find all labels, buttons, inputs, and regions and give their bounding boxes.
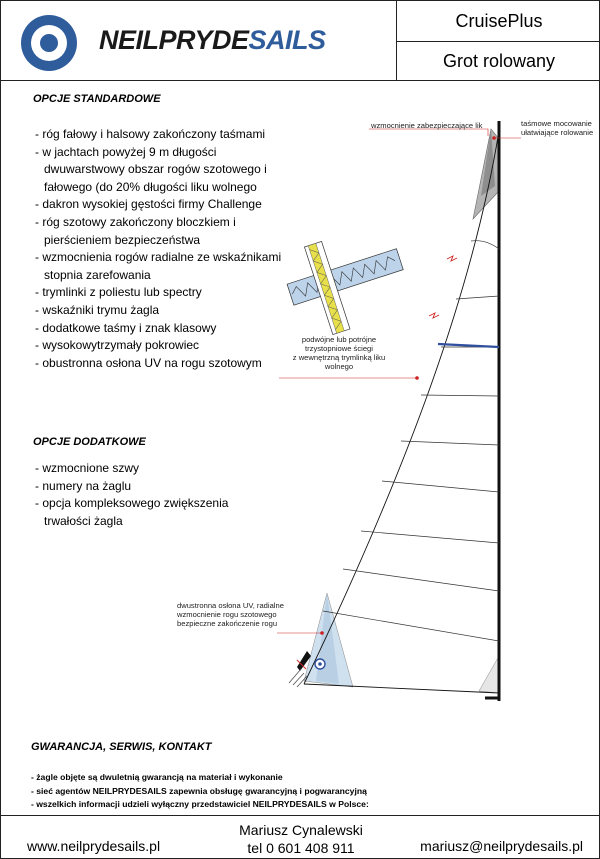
list-item: - numery na żaglu [35, 478, 235, 496]
sail-foot [304, 684, 499, 693]
list-item: - wszelkich informacji udzieli wyłączny przedstawiciel NEILPRYDESAILS w Polsce: [31, 798, 369, 812]
list-item: - wskaźniki trymu żagla [35, 302, 295, 320]
sail-leech [304, 131, 499, 684]
warranty-title: GWARANCJA, SERWIS, KONTAKT [31, 741, 212, 753]
callout-line: wzmocnienie rogu szotowego [177, 610, 277, 619]
product-name: Grot rolowany [397, 41, 600, 81]
additional-options-title: OPCJE DODATKOWE [33, 436, 146, 448]
callout-line: podwójne lub potrójne [301, 335, 377, 344]
contact-phone[interactable]: tel 0 601 408 911 [247, 840, 355, 856]
callout-head-reinforcement: wzmocnienie zabezpieczające lik [371, 121, 483, 130]
list-item: - wysokowytrzymały pokrowiec [35, 337, 295, 355]
callout-line: z wewnętrzną trymlinką liku [292, 353, 386, 362]
sail-diagram [1, 1, 600, 859]
callout-line: trzystopniowe ściegi [305, 344, 373, 353]
warranty-notes [31, 771, 369, 812]
tack-reinforcement [479, 656, 499, 693]
callout-line: ułatwiające rolowanie [521, 128, 594, 137]
list-item: - sieć agentów NEILPRYDESAILS zapewnia obsługę gwarancyjną i pogwarancyjną [31, 785, 369, 799]
stitching-detail [278, 220, 416, 343]
brand-part1: NEILPRYDE [99, 25, 249, 55]
list-item: - w jachtach powyżej 9 m długości dwuwarstwowy obszar rogów szotowego i fałowego (do 20% długości liku wolnego [35, 144, 295, 197]
brand-part2: SAILS [248, 25, 326, 55]
contact-name: Mariusz Cynalewski [239, 822, 363, 838]
list-item: - róg szotowy zakończony bloczkiem i pierścieniem bezpieczeństwa [35, 214, 295, 249]
list-item: - opcja kompleksowego zwiększenia trwałości żagla [35, 495, 235, 530]
footer [1, 815, 600, 859]
list-item: - dodatkowe taśmy i znak klasowy [35, 320, 295, 338]
model-name: CruisePlus [455, 10, 543, 31]
list-item: - róg fałowy i halsowy zakończony taśmami [35, 126, 295, 144]
callout-line: wolnego [324, 362, 354, 371]
reef-mark [447, 256, 457, 261]
standard-options-title: OPCJE STANDARDOWE [33, 93, 161, 105]
callout-stitching [283, 335, 395, 371]
website-link[interactable]: www.neilprydesails.pl [27, 838, 161, 854]
contact-person [201, 821, 401, 857]
reef-mark [429, 313, 439, 318]
callout-line: bezpieczne zakończenie rogu [177, 619, 278, 628]
list-item: - wzmocnione szwy [35, 460, 235, 478]
leech-line-highlight [438, 344, 499, 347]
callout-tape-attachment [521, 119, 593, 137]
list-item: - wzmocnienia rogów radialne ze wskaźnikami stopnia zarefowania [35, 249, 295, 284]
email-link[interactable]: mariusz@neilprydesails.pl [420, 838, 583, 854]
callout-line: taśmowe mocowanie [521, 119, 592, 128]
list-item: - trymlinki z poliestu lub spectry [35, 284, 295, 302]
seam-lines [323, 241, 499, 641]
list-item: - dakron wysokiej gęstości firmy Challenge [35, 196, 295, 214]
list-item: - obustronna osłona UV na rogu szotowym [35, 355, 295, 373]
callout-line: dwustronna osłona UV, radialne [177, 601, 284, 610]
list-item: - żagle objęte są dwuletnią gwarancją na materiał i wykonanie [31, 771, 369, 785]
callout-clew [177, 601, 295, 628]
